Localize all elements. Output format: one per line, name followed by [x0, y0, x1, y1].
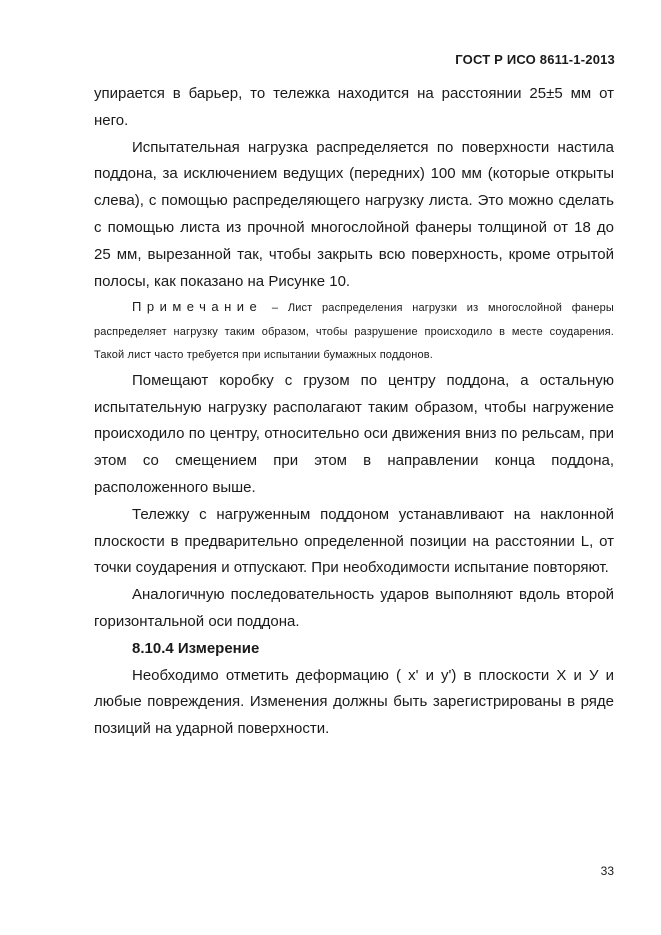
page-number: 33	[600, 864, 614, 878]
paragraph-trolley: Тележку с нагруженным поддоном устанавливают на наклонной плоскости в предварительно определенной позиции на расстоянии L, от точки соударения и отпускают. При необходимости испытание повторяют.	[94, 505, 614, 577]
standard-header: ГОСТ Р ИСО 8611-1-2013	[455, 52, 615, 67]
body-text	[94, 81, 614, 743]
note-text: – Лист распределения нагрузки из многослойной фанеры распределяет нагрузку таким образом, чтобы разрушение происходило в месте соударения. Такой лист часто требуется при испытании бумажных поддонов.	[94, 302, 614, 362]
paragraph-box-placement: Помещают коробку с грузом по центру поддона, а остальную испытательную нагрузку располагают таким образом, чтобы нагружение происходило по центру, относительно оси движения вниз по рельсам, при этом со смещением при этом в направлении конца поддона, расположенного выше.	[94, 371, 614, 497]
paragraph-continuation: упирается в барьер, то тележка находится на расстоянии 25±5 мм от него.	[94, 85, 614, 129]
paragraph-measurement: Необходимо отметить деформацию ( х' и у') в плоскости Х и У и любые повреждения. Изменения должны быть зарегистрированы в ряде позиций на ударной поверхности.	[94, 666, 614, 738]
section-title: 8.10.4 Измерение	[132, 639, 260, 657]
note-paragraph	[94, 295, 614, 368]
note-label: Примечание	[132, 299, 263, 315]
paragraph-repeat-axis: Аналогичную последовательность ударов выполняют вдоль второй горизонтальной оси поддона.	[94, 586, 614, 631]
paragraph-test-load: Испытательная нагрузка распределяется по поверхности настила поддона, за исключением ведущих (передних) 100 мм (которые открыты слева), с помощью распределяющего нагрузку листа. Это можно сделать с помощью листа из прочной многослойной фанеры толщиной от 18 до 25 мм, вырезанной так, чтобы закрыть всю поверхность, кроме отрытой полосы, как показано на Рисунке 10.	[94, 138, 614, 290]
